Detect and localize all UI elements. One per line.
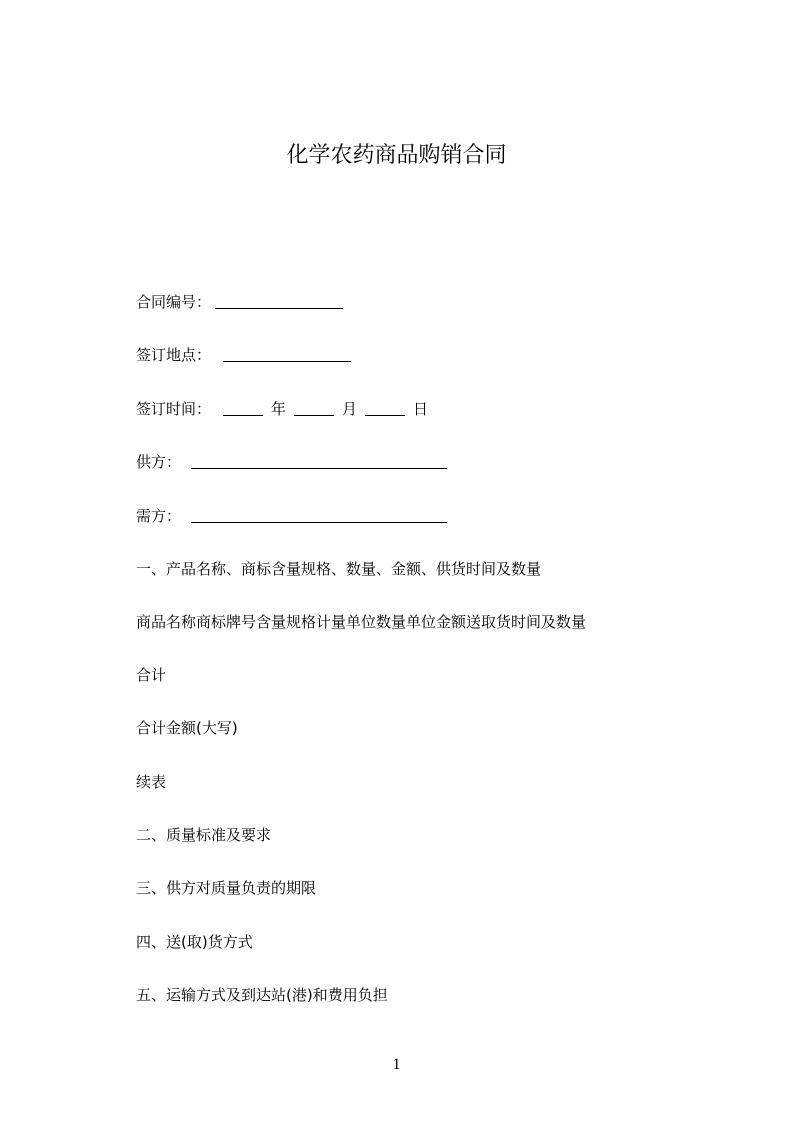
section-3-heading: 三、供方对质量负责的期限 [136,879,317,897]
buyer-field[interactable] [191,507,447,523]
month-field[interactable] [294,400,334,416]
year-field[interactable] [223,400,263,416]
contract-number-line [136,292,343,312]
signing-place-line [136,345,351,365]
buyer-label: 需方： [136,507,182,525]
signing-time-line [136,399,428,419]
section-4-heading: 四、送(取)货方式 [136,933,253,951]
month-label: 月 [342,400,358,418]
signing-place-label: 签订地点： [136,346,212,364]
contract-number-label: 合同编号： [136,293,212,311]
total-amount-row: 合计金额(大写) [136,719,238,737]
section-1-heading: 一、产品名称、商标含量规格、数量、金额、供货时间及数量 [136,560,542,578]
signing-time-label: 签订时间： [136,400,212,418]
section-5-heading: 五、运输方式及到达站(港)和费用负担 [136,986,388,1004]
contract-number-field[interactable] [215,293,343,309]
section-2-heading: 二、质量标准及要求 [136,826,272,844]
total-row: 合计 [136,666,167,684]
document-title: 化学农药商品购销合同 [286,143,507,168]
year-label: 年 [271,400,287,418]
supplier-field[interactable] [191,453,447,469]
buyer-line [136,506,447,526]
page-number: 1 [392,1056,401,1073]
product-table-header: 商品名称商标牌号含量规格计量单位数量单位金额送取货时间及数量 [136,613,587,631]
day-field[interactable] [365,400,405,416]
signing-place-field[interactable] [223,346,351,362]
supplier-line [136,452,447,472]
day-label: 日 [413,400,429,418]
continued-table-label: 续表 [136,773,167,791]
supplier-label: 供方： [136,453,182,471]
